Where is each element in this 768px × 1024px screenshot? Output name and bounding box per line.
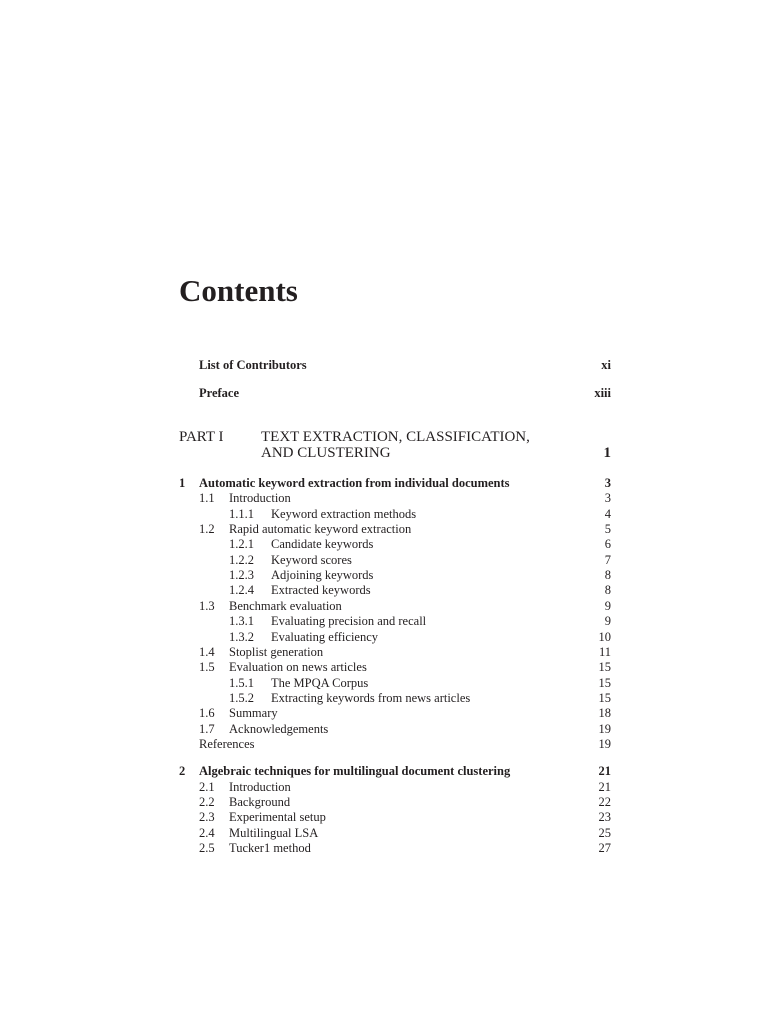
- toc-subsection: [229, 629, 611, 645]
- toc-page: 9: [604, 614, 611, 628]
- toc-number: 1.2.2: [229, 553, 254, 567]
- toc-section: [199, 736, 611, 752]
- toc-page: 19: [598, 722, 611, 736]
- toc-page: 21: [598, 780, 611, 794]
- part-label: PART I: [179, 429, 224, 445]
- toc-page: 25: [598, 826, 611, 840]
- toc-subsection: [229, 675, 611, 691]
- toc-section: [199, 794, 611, 810]
- toc-title: Introduction: [229, 780, 291, 794]
- toc-page: 23: [598, 810, 611, 824]
- toc-title: Automatic keyword extraction from individual documents: [199, 476, 510, 490]
- toc-section: [199, 721, 611, 737]
- toc-page: 27: [598, 841, 611, 855]
- toc-subsection: [229, 506, 611, 522]
- toc-section: [199, 490, 611, 506]
- toc-number: 2.2: [199, 795, 215, 809]
- toc-subsection: [229, 582, 611, 598]
- part-title: TEXT EXTRACTION, CLASSIFICATION, AND CLUSTERING: [261, 429, 530, 461]
- toc-title: Background: [229, 795, 291, 809]
- toc-title: Tucker1 method: [229, 841, 311, 855]
- toc-page: 21: [598, 764, 611, 778]
- toc-title: Keyword scores: [271, 553, 352, 567]
- toc-number: 1.5: [199, 660, 215, 674]
- toc-number: 2.1: [199, 780, 215, 794]
- toc-page: 18: [598, 706, 611, 720]
- toc-number: 2.3: [199, 810, 215, 824]
- front-matter-row: [199, 385, 611, 401]
- toc-section: [199, 644, 611, 660]
- toc-title: Rapid automatic keyword extraction: [229, 522, 412, 536]
- toc-number: 1.1.1: [229, 507, 254, 521]
- toc-number: 2: [179, 764, 186, 778]
- toc-page: 22: [598, 795, 611, 809]
- toc-number: 1.5.1: [229, 676, 254, 690]
- toc-section: [199, 840, 611, 856]
- toc-section: [199, 779, 611, 795]
- toc-title: Summary: [229, 706, 278, 720]
- toc-title: Acknowledgements: [229, 722, 329, 736]
- toc-number: 2.5: [199, 841, 215, 855]
- toc-number: 1.6: [199, 706, 215, 720]
- toc-page: 4: [604, 507, 611, 521]
- front-matter-page: xiii: [594, 386, 611, 400]
- toc-title: Extracting keywords from news articles: [271, 691, 471, 705]
- toc-title: Introduction: [229, 491, 291, 505]
- toc-page: 8: [604, 568, 611, 582]
- toc-subsection: [229, 690, 611, 706]
- toc-subsection: [229, 552, 611, 568]
- toc-title: Benchmark evaluation: [229, 599, 342, 613]
- toc-page: 15: [598, 660, 611, 674]
- toc-number: 1.3: [199, 599, 215, 613]
- toc-title: Stoplist generation: [229, 645, 324, 659]
- toc-page: 6: [604, 537, 611, 551]
- toc-title: Experimental setup: [229, 810, 326, 824]
- toc-page: 15: [598, 691, 611, 705]
- toc-title: Evaluating efficiency: [271, 630, 379, 644]
- toc-number: 1.2.4: [229, 583, 254, 597]
- front-matter-page: xi: [601, 358, 611, 372]
- toc-number: 1.7: [199, 722, 215, 736]
- toc-title: Evaluation on news articles: [229, 660, 367, 674]
- toc-number: 1.4: [199, 645, 215, 659]
- page-title: Contents: [179, 273, 298, 308]
- toc-number: 1.3.2: [229, 630, 254, 644]
- toc-number: 1.1: [199, 491, 215, 505]
- toc-page: 10: [598, 630, 611, 644]
- toc-page: 3: [604, 491, 611, 505]
- toc-number: 1: [179, 476, 186, 490]
- toc-subsection: [229, 567, 611, 583]
- toc-page: 8: [604, 583, 611, 597]
- front-matter-title: List of Contributors: [199, 358, 307, 372]
- front-matter-title: Preface: [199, 386, 240, 400]
- toc-number: 1.2.3: [229, 568, 254, 582]
- toc-page: 15: [598, 676, 611, 690]
- toc-section: [199, 598, 611, 614]
- toc-title: References: [199, 737, 255, 751]
- toc-number: 1.5.2: [229, 691, 254, 705]
- toc-number: 1.3.1: [229, 614, 254, 628]
- toc-title: Extracted keywords: [271, 583, 371, 597]
- toc-section: [199, 809, 611, 825]
- toc-page: 5: [604, 522, 611, 536]
- toc-chapter: [179, 763, 611, 779]
- toc-title: Adjoining keywords: [271, 568, 374, 582]
- toc-title: Multilingual LSA: [229, 826, 319, 840]
- toc-section: [199, 705, 611, 721]
- toc-number: 1.2.1: [229, 537, 254, 551]
- toc-title: Algebraic techniques for multilingual document clustering: [199, 764, 511, 778]
- front-matter-row: [199, 357, 611, 373]
- toc-page: 9: [604, 599, 611, 613]
- toc-page: 19: [598, 737, 611, 751]
- toc-title: Candidate keywords: [271, 537, 374, 551]
- toc-title: Keyword extraction methods: [271, 507, 417, 521]
- toc-section: [199, 825, 611, 841]
- toc-section: [199, 659, 611, 675]
- toc-subsection: [229, 613, 611, 629]
- toc-title: The MPQA Corpus: [271, 676, 369, 690]
- toc-chapter: [179, 475, 611, 491]
- toc-page: 7: [604, 553, 611, 567]
- toc-page: 11: [598, 645, 611, 659]
- toc-number: 2.4: [199, 826, 215, 840]
- toc-page: 3: [604, 476, 611, 490]
- toc-subsection: [229, 536, 611, 552]
- toc-section: [199, 521, 611, 537]
- part-page: 1: [603, 445, 611, 461]
- toc-number: 1.2: [199, 522, 215, 536]
- toc-title: Evaluating precision and recall: [271, 614, 427, 628]
